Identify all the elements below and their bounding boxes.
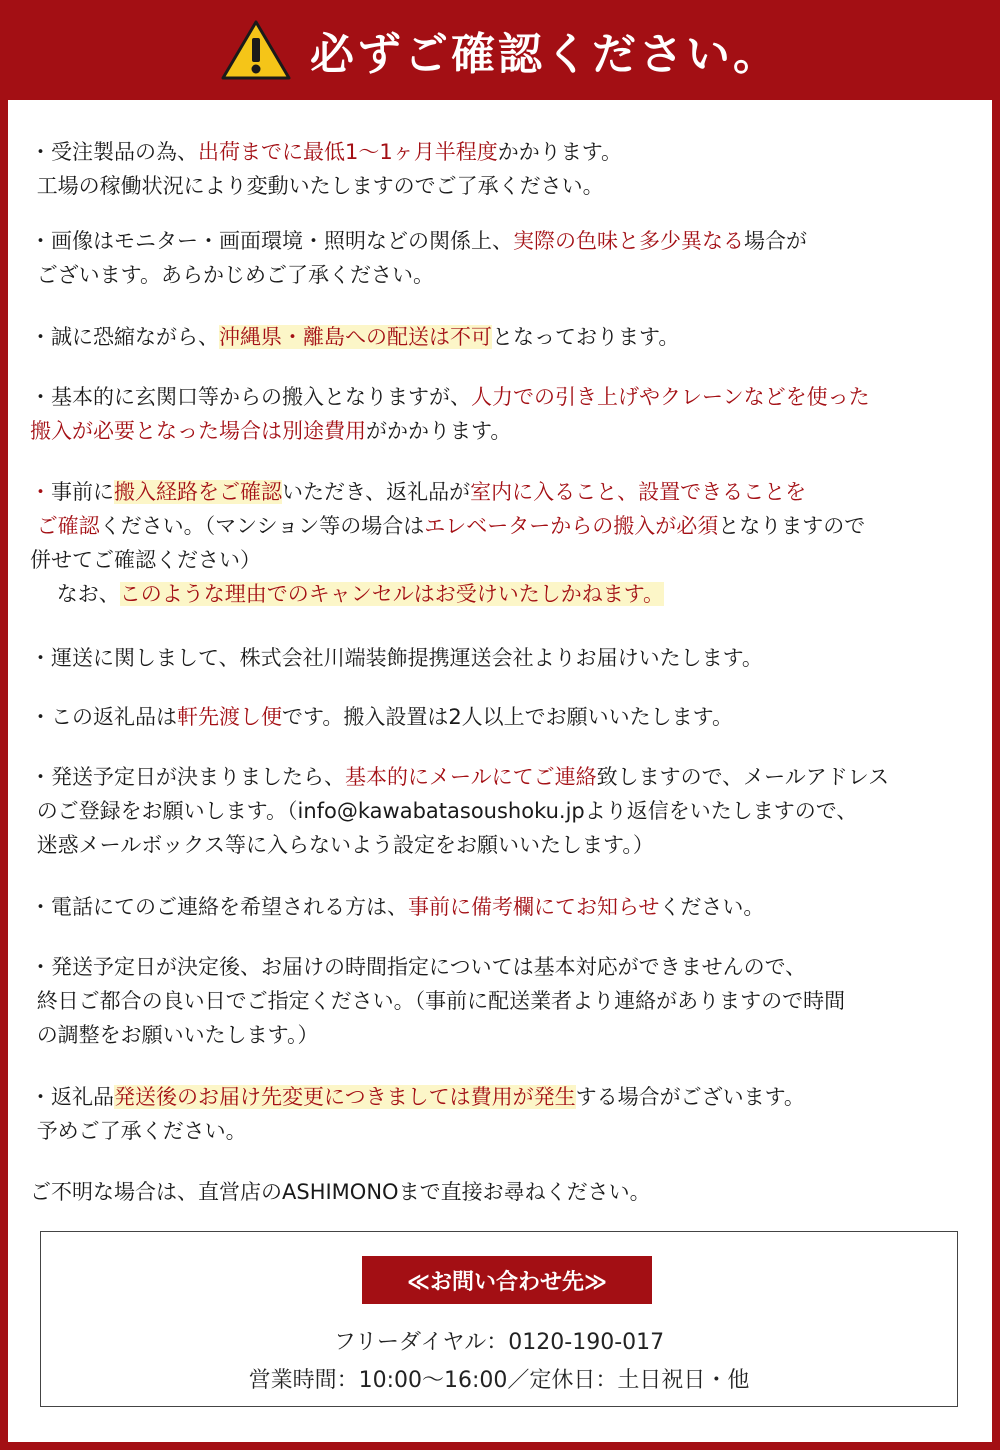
- notice-item: [30, 224, 980, 292]
- contact-phone: フリーダイヤル：0120-190-017: [333, 1330, 665, 1355]
- notice-text: ください。（マンション等の場合は: [99, 514, 425, 538]
- notice-text: ご不明な場合は、直営店のASHIMONOまで直接お尋ねください。: [30, 1180, 651, 1204]
- notice-text: する場合がございます。 予めご了承ください。: [36, 1085, 805, 1143]
- notice-item: [30, 135, 980, 203]
- notice-text: ・基本的に玄関口等からの搬入となりますが、: [30, 385, 471, 409]
- notice-text: ・画像はモニター・画面環境・照明などの関係上、: [30, 229, 513, 253]
- warning-triangle-icon: [220, 18, 292, 82]
- notice-emphasis: エレベーターからの搬入が必須: [424, 514, 719, 538]
- notice-text: ・電話にてのご連絡を希望される方は、: [30, 895, 408, 919]
- notice-item: [30, 760, 980, 862]
- notice-text: いただき、返礼品が: [282, 480, 471, 504]
- notice-item: [30, 1175, 980, 1209]
- notice-text: ・誠に恐縮ながら、: [30, 325, 219, 349]
- notice-emphasis: 沖縄県・離島への配送は不可: [219, 325, 492, 349]
- notice-text: ・返礼品: [30, 1085, 114, 1109]
- notice-text: 場合が ございます。あらかじめご了承ください。: [36, 229, 807, 287]
- notice-panel: [8, 100, 992, 1442]
- page-title: 必ずご確認ください。: [310, 29, 780, 80]
- notice-text: ・この返礼品は: [30, 705, 177, 729]
- notice-text: かかります。 工場の稼働状況により変動いたしますのでご了承ください。: [36, 140, 623, 198]
- header-banner: [0, 0, 1000, 100]
- notice-text: となっております。: [492, 325, 680, 349]
- notice-emphasis: 室内に入ること、設置できることを ご確認: [36, 480, 807, 538]
- notice-text: ・発送予定日が決まりましたら、: [30, 765, 345, 789]
- notice-item: [30, 475, 980, 611]
- notice-emphasis: 軒先渡し便: [177, 705, 282, 729]
- notice-emphasis: ・: [30, 480, 51, 504]
- notice-emphasis: 出荷までに最低1〜1ヶ月半程度: [198, 140, 498, 164]
- notice-emphasis: このような理由でのキャンセルはお受けいたしかねます。: [119, 582, 665, 606]
- notice-emphasis: 実際の色味と多少異なる: [513, 229, 744, 253]
- notice-text: がかかります。: [366, 419, 512, 443]
- contact-hours: 営業時間：10:00〜16:00／定休日：土日祝日・他: [248, 1368, 750, 1393]
- notice-text: ・受注製品の為、: [30, 140, 198, 164]
- notice-text: 致しますので、メールアドレス のご登録をお願いします。（info@kawabatasoushoku.jpより返信をいたしますので、 迷惑メールボックス等に入らないよう設定をお願いいたします。）: [36, 765, 890, 857]
- notice-item: [30, 700, 980, 734]
- notice-emphasis: 発送後のお届け先変更につきましては費用が発生: [114, 1085, 576, 1109]
- notice-emphasis: 事前に備考欄にてお知らせ: [408, 895, 660, 919]
- notice-item: [30, 320, 980, 354]
- notice-item: [30, 380, 980, 448]
- notice-emphasis: 基本的にメールにてご連絡: [345, 765, 597, 789]
- notice-item: [30, 1080, 980, 1148]
- contact-box: [40, 1231, 958, 1407]
- notice-text: ください。: [659, 895, 765, 919]
- notice-text: ・発送予定日が決定後、お届けの時間指定については基本対応ができませんので、 終日ご都合の良い日でご指定ください。（事前に配送業者より連絡がありますので時間 の調整をお願いいたします。）: [30, 955, 846, 1047]
- notice-text: です。搬入設置は2人以上でお願いいたします。: [282, 705, 733, 729]
- notice-item: [30, 950, 980, 1052]
- notice-item: [30, 890, 980, 924]
- notice-item: [30, 641, 980, 675]
- contact-label: ≪お問い合わせ先≫: [362, 1256, 652, 1304]
- notice-emphasis: 人力での引き上げやクレーンなどを使った 搬入が必要となった場合は別途費用: [30, 385, 870, 443]
- notice-text: ・運送に関しまして、株式会社川端装飾提携運送会社よりお届けいたします。: [30, 646, 763, 670]
- notice-text: となりますので 併せてご確認ください） なお、: [30, 514, 866, 606]
- notice-emphasis: 搬入経路をご確認: [114, 480, 282, 504]
- notice-text: 事前に: [51, 480, 114, 504]
